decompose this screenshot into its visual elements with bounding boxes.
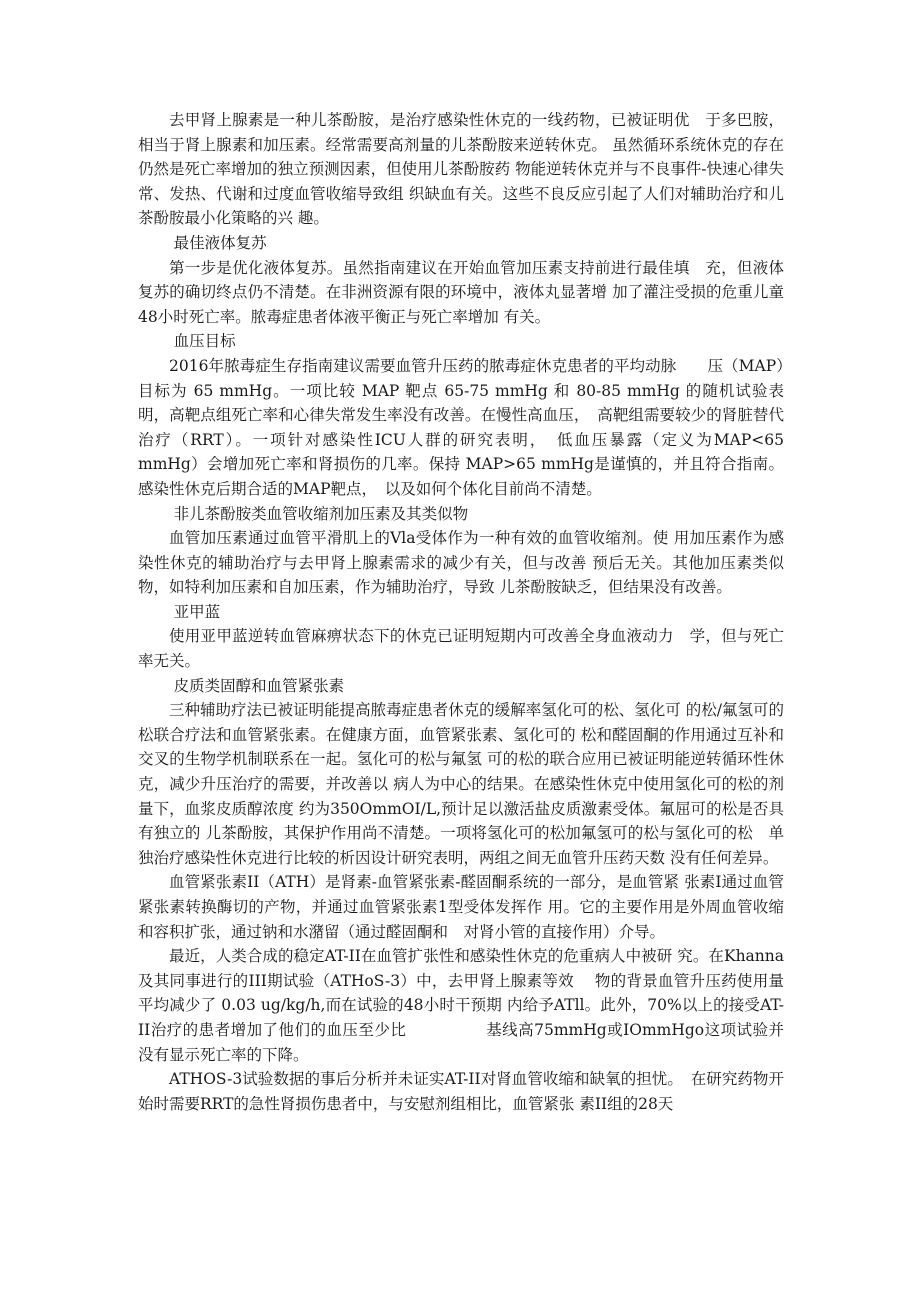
heading-vasopressin: 非儿茶酚胺类血管收缩剂加压素及其类似物: [173, 504, 469, 523]
heading-fluid-resuscitation: 最佳液体复苏: [173, 233, 267, 252]
paragraph-fluid-resuscitation: 第一步是优化液体复苏。虽然指南建议在开始血管加压素支持前进行最佳填 充，但液体复苏的确切终点仍不清楚。在非洲资源有限的环境中，液体丸显著增 加了灌注受损的危重儿童48小时死亡率。脓毒症患者体液平衡正与死亡率增加 有关。: [138, 258, 784, 326]
paragraph-vasopressin: 血管加压素通过血管平滑肌上的Vla受体作为一种有效的血管收缩剂。使 用加压素作为感染性休克的辅助治疗与去甲肾上腺素需求的减少有关，但与改善 预后无关。其他加压素类似物，如特利加压素和自加压素，作为辅助治疗，导致 儿茶酚胺缺乏，但结果没有改善。: [138, 529, 784, 597]
heading-corticosteroids: 皮质类固醇和血管紧张素: [173, 676, 345, 695]
heading-blood-pressure-target: 血压目标: [173, 332, 236, 351]
document-page: [138, 108, 784, 1116]
paragraph-corticosteroids: 三种辅助疗法已被证明能提高脓毒症患者休克的缓解率氢化可的松、氢化可 的松/氟氢可的松联合疗法和血管紧张素。在健康方面，血管紧张素、氢化可的 松和醛固酮的作用通过互补和交叉的生物学机制联系在一起。氢化可的松与氟氢 可的松的联合应用已被证明能逆转循环性休克，减少升压治疗的需要，并改善以 病人为中心的结果。在感染性休克中使用氢化可的松的剂量下，血浆皮质醇浓度 约为350OmmOI/L,预计足以激活盐皮质激素受体。氟屈可的松是否具有独立的 儿茶酚胺，其保护作用尚不清楚。一项将氢化可的松加氟氢可的松与氢化可的松 单独治疗感染性休克进行比较的析因设计研究表明，两组之间无血管升压药天数 没有任何差异。: [138, 701, 784, 867]
paragraph-blood-pressure: 2016年脓毒症生存指南建议需要血管升压药的脓毒症休克患者的平均动脉 压（MAP）目标为 65 mmHg。一项比较 MAP 靶点 65-75 mmHg 和 80-85 mmHg 的随机试验表明，高靶点组死亡率和心律失常发生率没有改善。在慢性高血压， 高靶组需要较少的肾脏替代治疗（RRT）。一项针对感染性ICU人群的研究表明， 低血压暴露（定义为MAP<65 mmHg）会增加死亡率和肾损伤的几率。保持 MAP>65 mmHg是谨慎的，并且符合指南。感染性休克后期合适的MAP靶点， 以及如何个体化目前尚不清楚。: [138, 356, 784, 498]
paragraph-athos3-trial: 最近，人类合成的稳定AT-II在血管扩张性和感染性休克的危重病人中被研 究。在Khanna及其同事进行的III期试验（ATHoS-3）中，去甲肾上腺素等效 物的背景血管升压药使用量平均减少了 0.03 ug/kg/h,而在试验的48小时干预期 内给予ATll。此外，70%以上的接受AT-II治疗的患者增加了他们的血压至少比 基线高75mmHg或IOmmHgo这项试验并没有显示死亡率的下降。: [138, 947, 784, 1064]
heading-methylene-blue: 亚甲蓝: [173, 602, 221, 621]
paragraph-methylene-blue: 使用亚甲蓝逆转血管麻痹状态下的休克已证明短期内可改善全身血液动力 学，但与死亡率无关。: [138, 627, 784, 671]
paragraph-norepinephrine: 去甲肾上腺素是一种儿茶酚胺，是治疗感染性休克的一线药物，已被证明优 于多巴胺，相当于肾上腺素和加压素。经常需要高剂量的儿茶酚胺来逆转休克。 虽然循环系统休克的存在仍然是死亡率增加的独立预测因素，但使用儿茶酚胺药 物能逆转休克并与不良事件-快速心律失常、发热、代谢和过度血管收缩导致组 织缺血有关。这些不良反应引起了人们对辅助治疗和儿茶酚胺最小化策略的兴 趣。: [138, 111, 784, 228]
paragraph-angiotensin-ii: 血管紧张素II（ATH）是肾素-血管紧张素-醛固酮系统的一部分，是血管紧 张素I通过血管紧张素转换酶切的产物，并通过血管紧张素1型受体发挥作 用。它的主要作用是外周血管收缩和容积扩张，通过钠和水潴留（通过醛固酮和 对肾小管的直接作用）介导。: [138, 873, 784, 941]
paragraph-athos3-analysis: ATHOS-3试验数据的事后分析并未证实AT-II对肾血管收缩和缺氧的担忧。 在研究药物开始时需要RRT的急性肾损伤患者中，与安慰剂组相比，血管紧张 素II组的28天: [138, 1070, 784, 1113]
